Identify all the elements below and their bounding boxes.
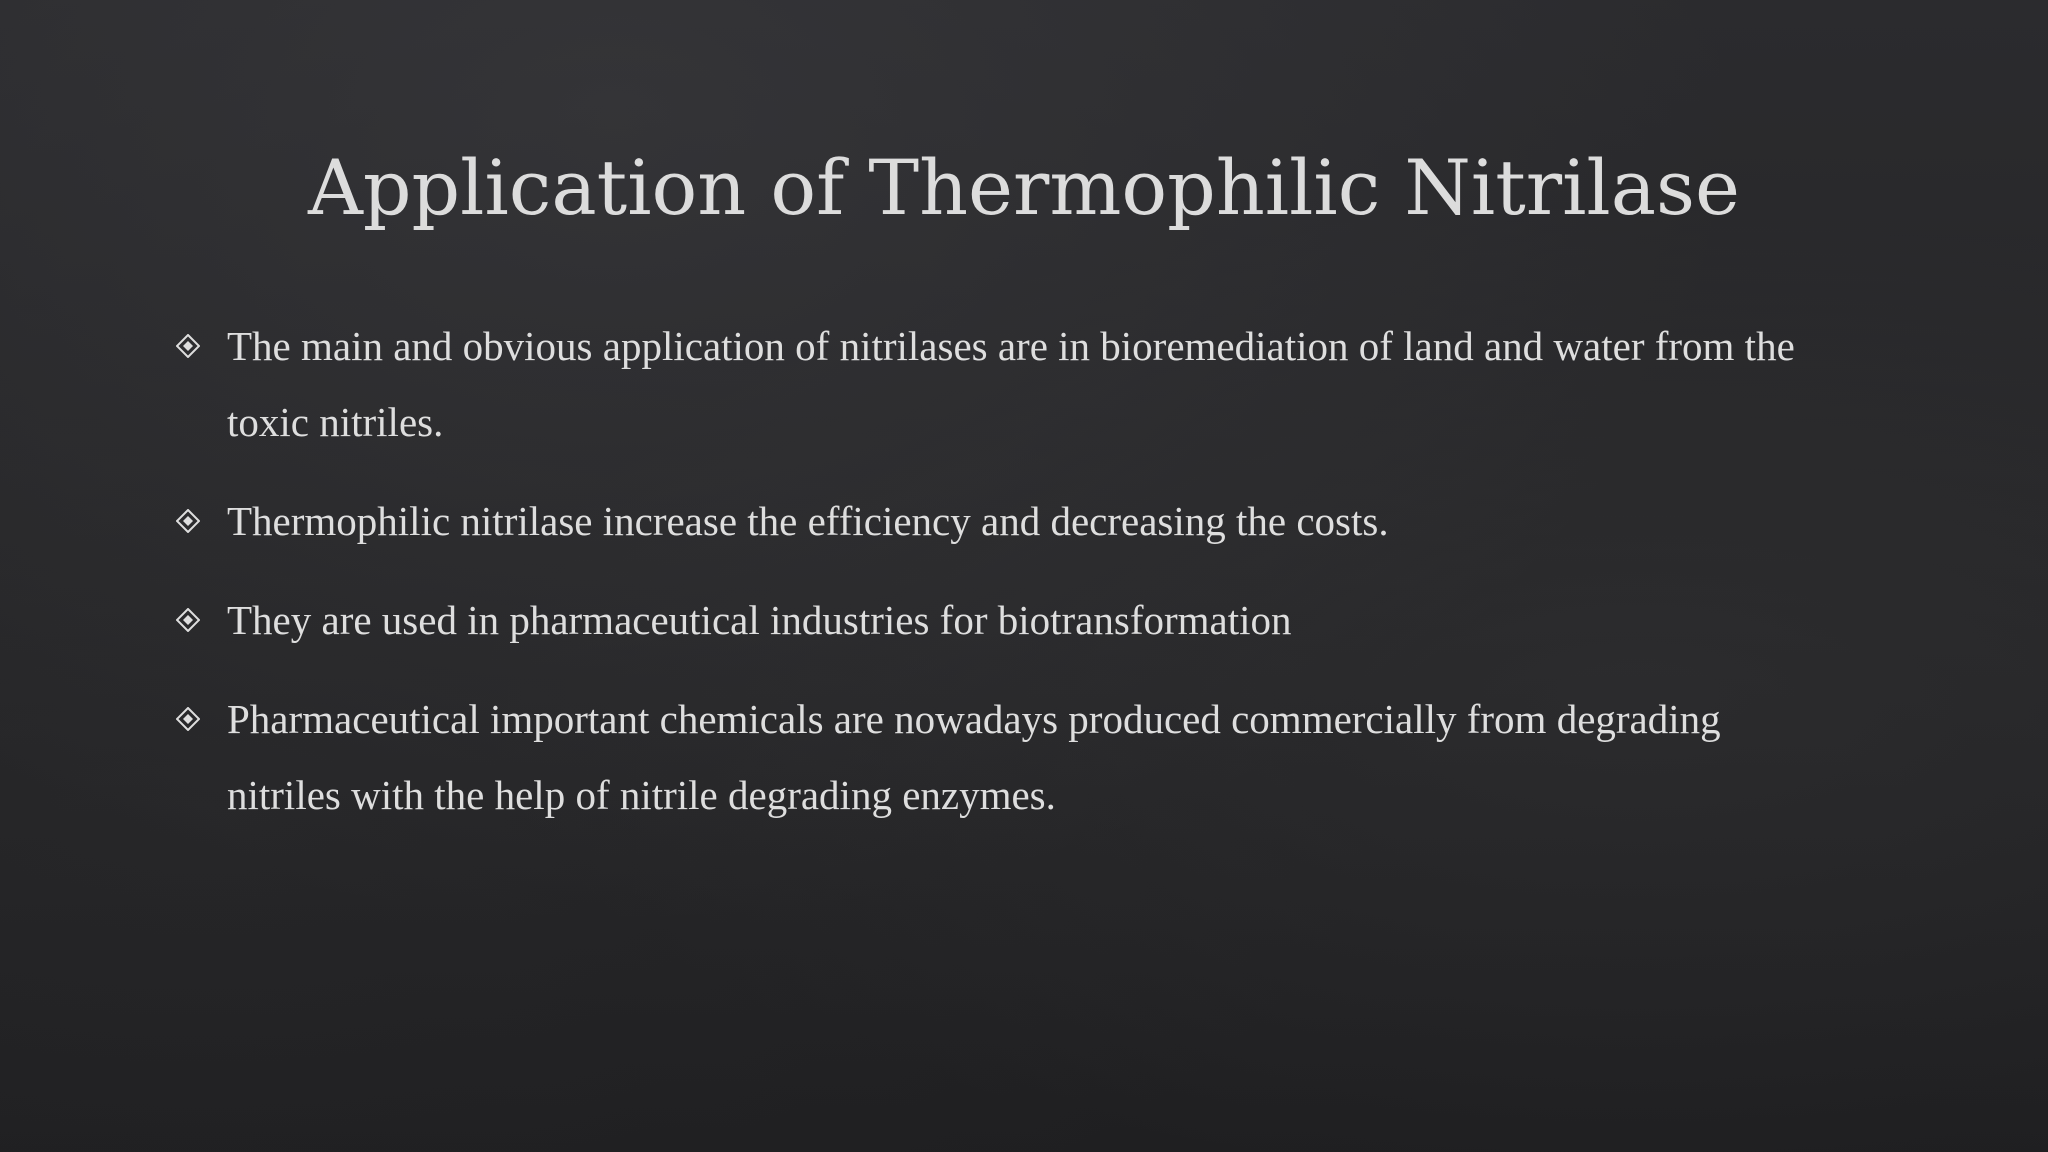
bullet-item [176,582,1816,658]
bullet-text: Pharmaceutical important chemicals are nowadays produced commercially from degrading nitriles with the help of nitrile degrading enzymes. [227,696,1721,818]
diamond-bullet-icon [176,509,200,533]
bullet-item [176,681,1816,833]
bullet-text: The main and obvious application of nitrilases are in bioremediation of land and water from the toxic nitriles. [227,323,1795,445]
bullet-item [176,308,1816,460]
bullet-list [176,308,1816,856]
diamond-bullet-icon [176,707,200,731]
diamond-bullet-icon [176,608,200,632]
diamond-bullet-icon [176,334,200,358]
slide-title: Application of Thermophilic Nitrilase [307,143,1740,232]
bullet-text: Thermophilic nitrilase increase the efficiency and decreasing the costs. [227,498,1389,544]
bullet-text: They are used in pharmaceutical industries for biotransformation [227,597,1292,643]
bullet-item [176,483,1816,559]
